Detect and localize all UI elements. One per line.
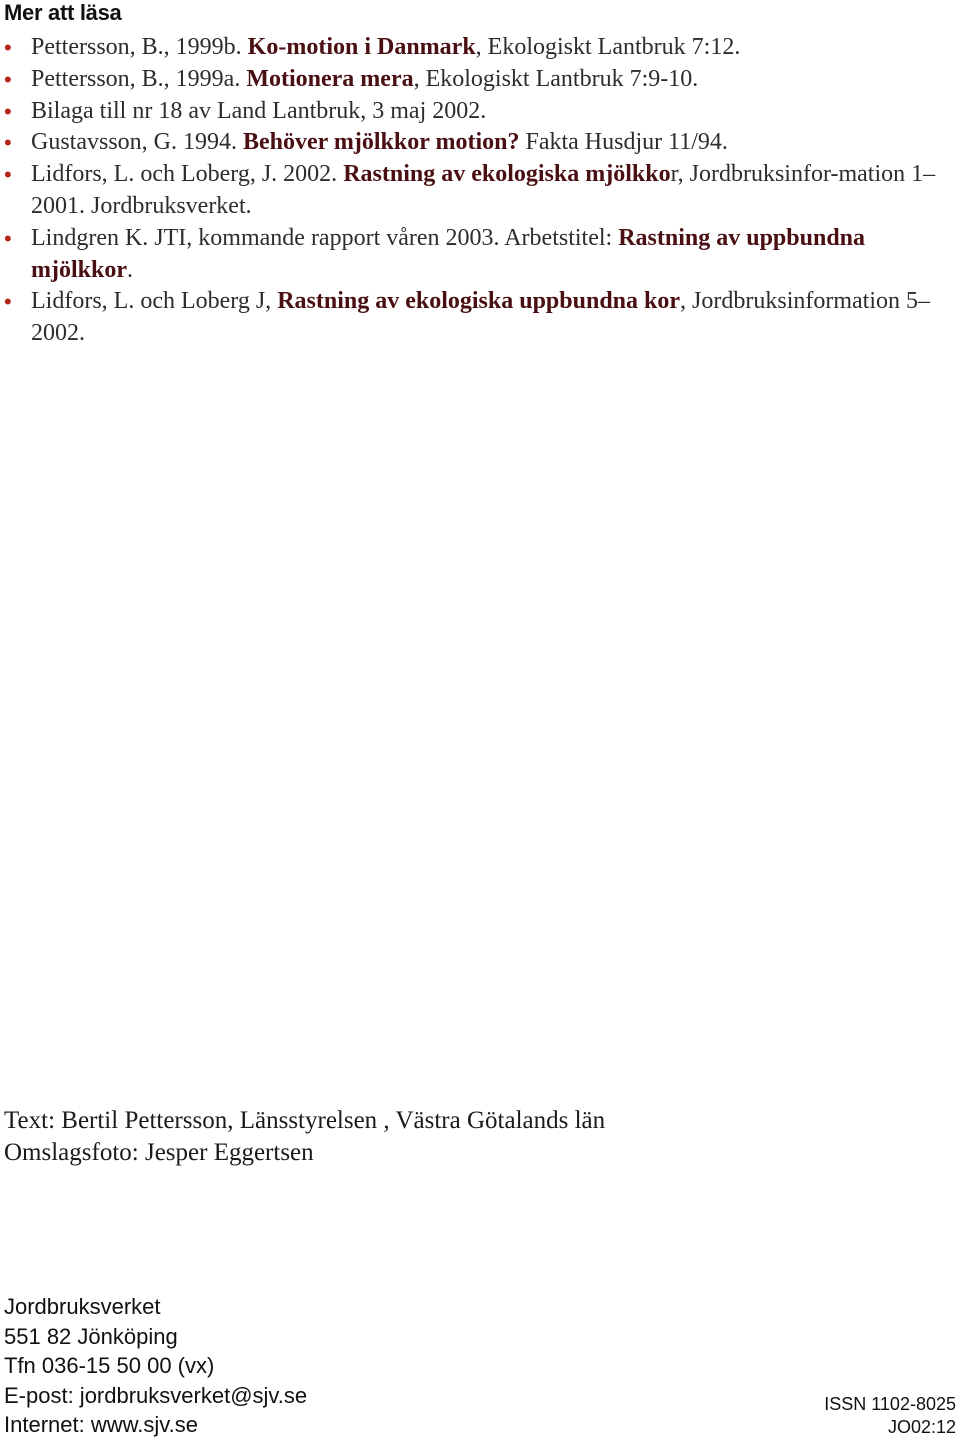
reference-title: Rastning av ekologiska uppbundna kor [277,288,681,315]
bullet-icon: • [4,225,12,251]
reference-text: . [127,256,133,283]
reference-title: Behöver mjölkkor motion? [243,129,520,156]
contact-phone: Tfn 036-15 50 00 (vx) [4,1353,215,1378]
reference-text: Lidfors, L. och Loberg J, [31,288,278,315]
contact-address: 551 82 Jönköping [4,1323,178,1349]
reference-text: Pettersson, B., 1999a. [31,65,247,92]
reference-text: Fakta Husdjur 11/94. [519,129,728,156]
reference-title: Rastning av ekologiska mjölkko [343,161,671,188]
reference-text: r, Jordbruksinfor-mation 1–2001. Jordbruksverket. [31,161,936,219]
contact-email: E-post: jordbruksverket@sjv.se [4,1382,308,1408]
reference-item [4,286,944,350]
reference-text: , Ekologiskt Lantbruk 7:9-10. [413,65,699,92]
bullet-icon: • [4,35,12,60]
reference-item [4,96,944,128]
bullet-icon: • [4,130,12,156]
reference-item [4,159,944,223]
bullet-icon: • [4,66,12,92]
credits-block [4,1105,605,1169]
credits-text-line: Text: Bertil Pettersson, Länsstyrelsen , Västra Götalands län [4,1107,606,1134]
reference-item [4,64,944,96]
reference-text: Lidfors, L. och Loberg, J. 2002. [31,161,344,188]
reference-title: Ko-motion i Danmark [247,34,476,60]
reference-item [4,223,944,287]
reference-text: Pettersson, B., 1999b. [31,34,248,60]
reference-text: Bilaga till nr 18 av Land Lantbruk, 3 maj 2002. [31,97,487,124]
reference-title: Rastning av uppbundna mjölkkor [31,224,866,283]
section-heading: Mer att läsa [4,0,122,25]
reference-title: Motionera mera [246,65,414,92]
bullet-icon: • [4,162,12,188]
bullet-icon: • [4,289,12,315]
reference-text: , Ekologiskt Lantbruk 7:12. [475,34,741,60]
issue-code: JO02:12 [887,1417,956,1437]
bullet-icon: • [4,98,12,124]
contact-block [4,1292,307,1440]
credits-photo-line: Omslagsfoto: Jesper Eggertsen [4,1139,314,1166]
reference-text: Lindgren K. JTI, kommande rapport våren 2003. Arbetstitel: [31,224,619,251]
reference-text: Gustavsson, G. 1994. [31,129,244,156]
reference-list [4,32,944,350]
issn-number: ISSN 1102-8025 [824,1394,956,1414]
reference-item [4,127,944,159]
reference-item [4,32,944,64]
contact-web: Internet: www.sjv.se [4,1412,198,1437]
reference-text: , Jordbruksinformation 5–2002. [31,288,931,347]
contact-org: Jordbruksverket [4,1294,161,1319]
issn-block [824,1393,956,1439]
